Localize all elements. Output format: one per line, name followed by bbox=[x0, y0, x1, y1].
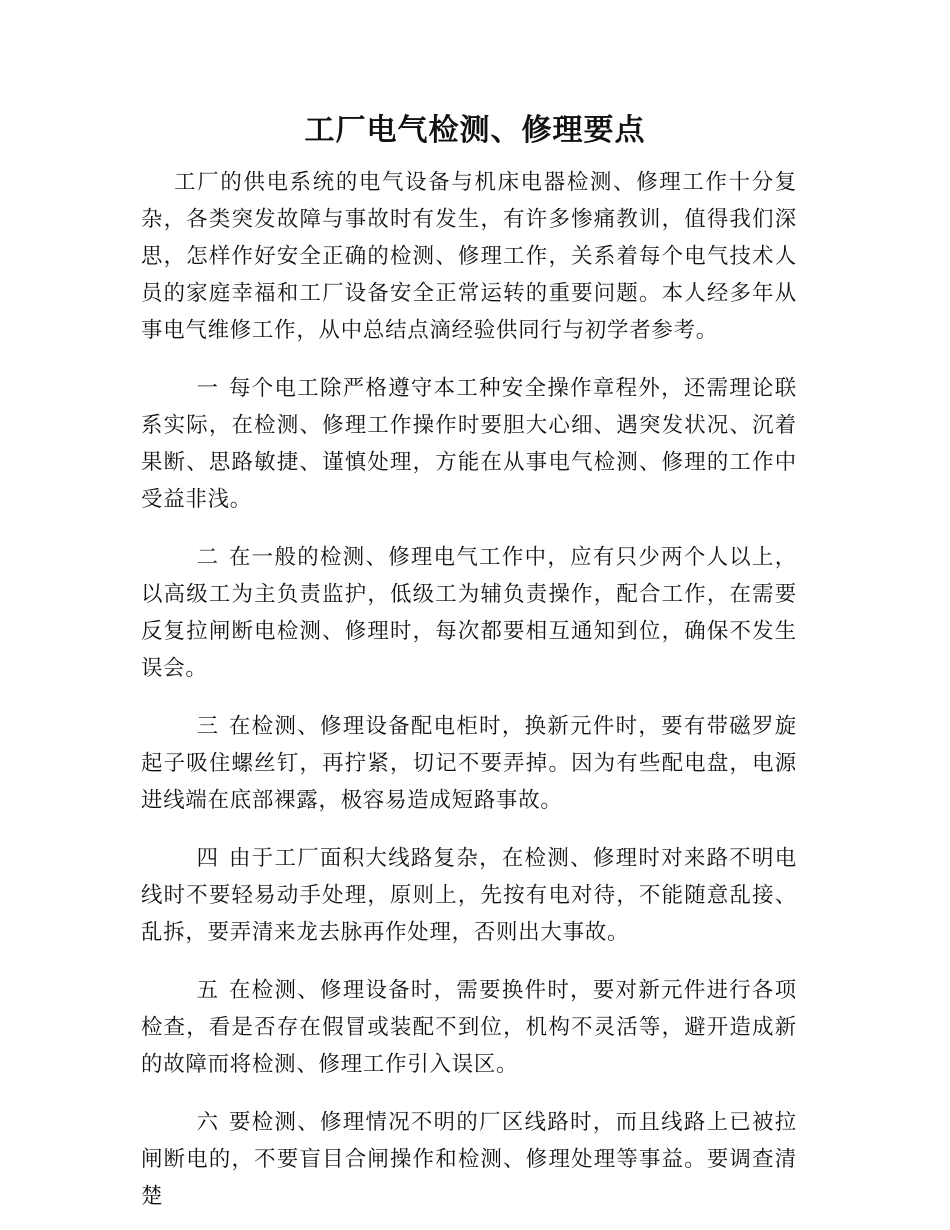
item-number: 一 bbox=[196, 376, 220, 401]
list-item bbox=[141, 840, 797, 951]
list-item bbox=[141, 539, 797, 687]
list-item bbox=[141, 708, 797, 819]
item-text: 在一般的检测、修理电气工作中，应有只少两个人以上，以高级工为主负责监护，低级工为辅负责操作，配合工作，在需要反复拉闸断电检测、修理时，每次都要相互通知到位，确保不发生误会。 bbox=[141, 545, 797, 681]
item-text: 在检测、修理设备时，需要换件时，要对新元件进行各项检查，看是否存在假冒或装配不到位，机构不灵活等，避开造成新的故障而将检测、修理工作引入误区。 bbox=[141, 978, 797, 1077]
item-number: 六 bbox=[196, 1110, 220, 1135]
list-item bbox=[141, 972, 797, 1083]
item-text: 在检测、修理设备配电柜时，换新元件时，要有带磁罗旋起子吸住螺丝钉，再拧紧，切记不要弄掉。因为有些配电盘，电源进线端在底部裸露，极容易造成短路事故。 bbox=[141, 714, 797, 813]
document-title: 工厂电气检测、修理要点 bbox=[304, 113, 646, 148]
intro-paragraph: 工厂的供电系统的电气设备与机床电器检测、修理工作十分复杂，各类突发故障与事故时有发生，有许多惨痛教训，值得我们深思，怎样作好安全正确的检测、修理工作，关系着每个电气技术人员的家庭幸福和工厂设备安全正常运转的重要问题。本人经多年从事电气维修工作，从中总结点滴经验供同行与初学者参考。 bbox=[141, 170, 797, 343]
item-text: 由于工厂面积大线路复杂，在检测、修理时对来路不明电线时不要轻易动手处理，原则上，先按有电对待，不能随意乱接、乱拆，要弄清来龙去脉再作处理，否则出大事故。 bbox=[141, 846, 797, 945]
item-number: 四 bbox=[196, 846, 220, 871]
item-text: 每个电工除严格遵守本工种安全操作章程外，还需理论联系实际，在检测、修理工作操作时要胆大心细、遇突发状况、沉着果断、思路敏捷、谨慎处理，方能在从事电气检测、修理的工作中受益非浅。 bbox=[141, 376, 797, 512]
list-item bbox=[141, 370, 797, 518]
item-text: 要检测、修理情况不明的厂区线路时，而且线路上已被拉闸断电的，不要盲目合闸操作和检测、修理处理等事益。要调查清楚 bbox=[141, 1110, 797, 1209]
item-number: 五 bbox=[196, 978, 220, 1003]
item-number: 三 bbox=[196, 714, 220, 739]
item-number: 二 bbox=[196, 545, 220, 570]
list-item bbox=[141, 1104, 797, 1215]
document-body bbox=[141, 164, 797, 1215]
